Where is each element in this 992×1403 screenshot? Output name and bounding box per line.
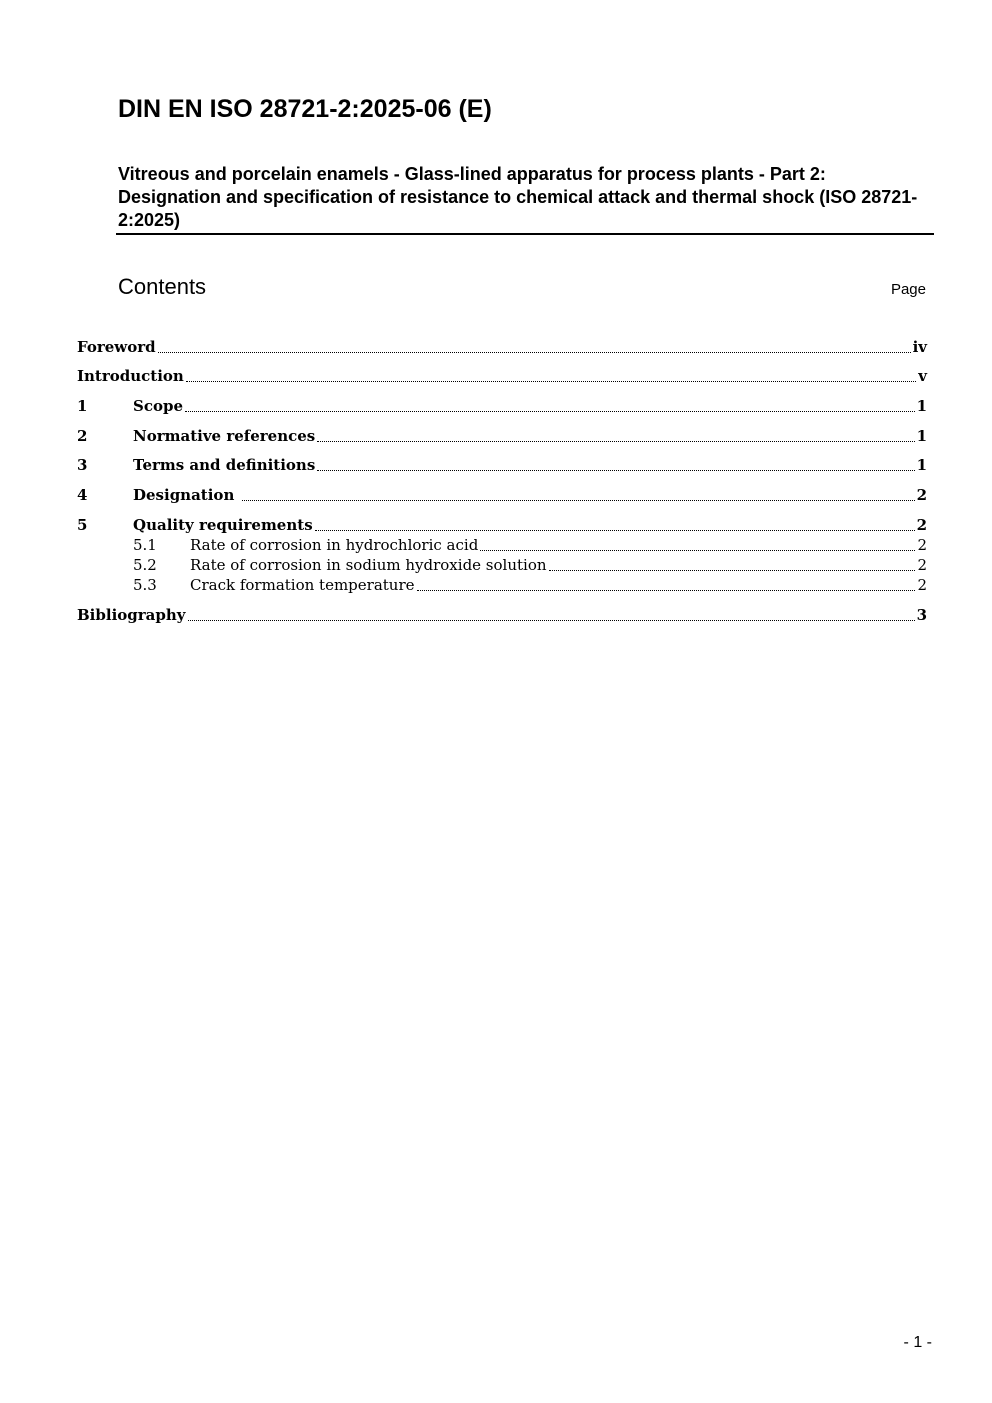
toc-leader-dots [315, 530, 915, 531]
toc-entry-bibliography[interactable] [77, 605, 927, 625]
document-subtitle: Vitreous and porcelain enamels - Glass-lined apparatus for process plants - Part 2: Designation and specification of resistance to chemical attack and thermal shock (ISO 28721-2:2025) [118, 164, 918, 230]
toc-entry-number: 1 [77, 397, 88, 415]
toc-leader-dots [317, 441, 914, 442]
toc-entry-label: Quality requirements [133, 516, 313, 534]
toc-entry-hydrochloric-acid[interactable] [77, 535, 927, 555]
toc-entry-crack-formation[interactable] [77, 575, 927, 595]
toc-entry-label: Rate of corrosion in hydrochloric acid [190, 536, 479, 554]
toc-entry-page: 1 [916, 397, 927, 415]
toc-entry-number: 2 [77, 427, 88, 445]
toc-entry-page: 2 [917, 576, 927, 594]
toc-leader-dots [317, 470, 914, 471]
toc-entry-number: 4 [77, 486, 88, 504]
toc-entry-number: 5.1 [133, 536, 157, 554]
toc-entry-quality-requirements[interactable] [77, 515, 927, 535]
toc-entry-label: Scope [133, 397, 184, 415]
page-column-heading: Page [890, 281, 926, 298]
toc-entry-label: Foreword [77, 338, 156, 356]
toc-entry-page: 2 [916, 516, 927, 534]
toc-entry-page: 1 [916, 456, 927, 474]
toc-entry-page: 3 [916, 606, 927, 624]
toc-entry-page: 2 [916, 486, 927, 504]
toc-leader-dots [188, 620, 915, 621]
toc-entry-sodium-hydroxide[interactable] [77, 555, 927, 575]
toc-entry-page: 2 [917, 556, 927, 574]
document-title: DIN EN ISO 28721-2:2025-06 (E) [118, 95, 492, 123]
toc-entry-label: Terms and definitions [133, 456, 316, 474]
toc-leader-dots [549, 570, 916, 571]
toc-entry-label: Designation [133, 486, 235, 504]
toc-leader-dots [242, 500, 914, 501]
toc-entry-terms-and-definitions[interactable] [77, 455, 927, 475]
toc-entry-label: Rate of corrosion in sodium hydroxide solution [190, 556, 547, 574]
toc-entry-label: Bibliography [77, 606, 186, 624]
toc-entry-page: 2 [917, 536, 927, 554]
toc-entry-designation[interactable] [77, 485, 927, 505]
contents-heading: Contents [118, 274, 207, 299]
toc-leader-dots [480, 550, 915, 551]
subtitle-underline [116, 233, 934, 235]
toc-entry-number: 5.3 [133, 576, 157, 594]
toc-entry-normative-references[interactable] [77, 426, 927, 446]
toc-entry-page: 1 [916, 427, 927, 445]
toc-leader-dots [185, 411, 915, 412]
toc-entry-label: Introduction [77, 367, 184, 385]
toc-entry-foreword[interactable] [77, 337, 927, 357]
toc-entry-label: Crack formation temperature [190, 576, 415, 594]
toc-entry-page: v [918, 367, 927, 385]
toc-entry-number: 5 [77, 516, 88, 534]
toc-entry-number: 3 [77, 456, 88, 474]
toc-leader-dots [417, 590, 916, 591]
toc-entry-scope[interactable] [77, 396, 927, 416]
page-number: - 1 - [903, 1334, 932, 1351]
toc-entry-number: 5.2 [133, 556, 157, 574]
toc-leader-dots [158, 352, 911, 353]
toc-entry-page: iv [912, 338, 927, 356]
toc-entry-label: Normative references [133, 427, 316, 445]
toc-entry-introduction[interactable] [77, 366, 927, 386]
toc-leader-dots [186, 381, 916, 382]
